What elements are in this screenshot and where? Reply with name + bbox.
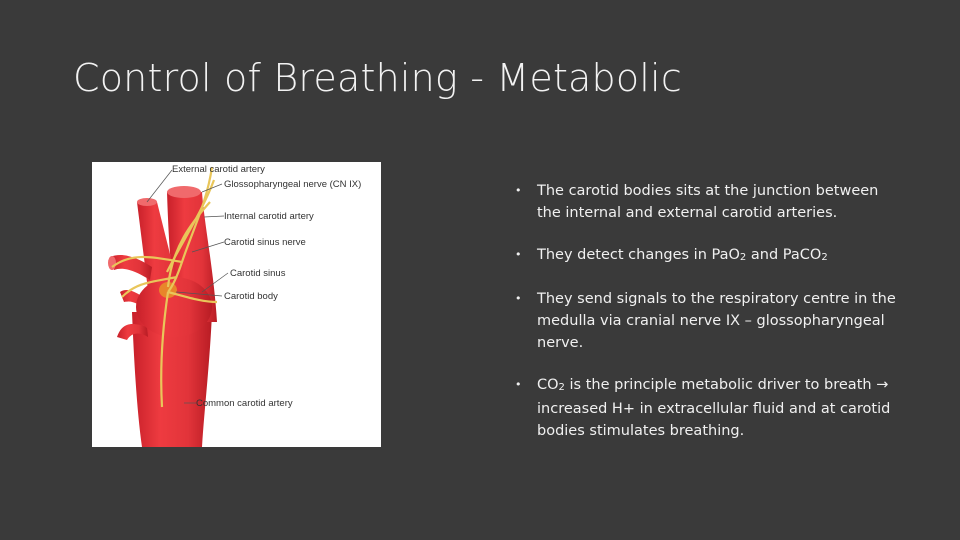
label-common-carotid: Common carotid artery [196, 398, 293, 409]
arrow-right-icon: → [876, 377, 889, 393]
label-sinus-nerve: Carotid sinus nerve [224, 237, 306, 248]
label-glossopharyngeal: Glossopharyngeal nerve (CN IX) [224, 179, 362, 190]
bullet-marker: • [515, 248, 522, 261]
bullet-text: They send signals to the respiratory centre in the medulla via cranial nerve IX – glossopharyngeal nerve. [537, 291, 896, 351]
bullet-marker: • [515, 292, 522, 305]
bullet-item [515, 374, 900, 442]
bullet-text: CO2 is the principle metabolic driver to breath → increased H+ in extracellular fluid and at carotid bodies stimulates breathing. [537, 377, 891, 439]
label-external-carotid: External carotid artery [172, 164, 265, 175]
bullet-list [515, 180, 900, 462]
bullet-marker: • [515, 184, 522, 197]
bullet-marker: • [515, 378, 522, 391]
bullet-text: The carotid bodies sits at the junction between the internal and external carotid arteries. [537, 183, 879, 221]
bullet-item [515, 244, 900, 268]
label-carotid-body: Carotid body [224, 291, 278, 302]
carotid-illustration [92, 162, 381, 447]
label-internal-carotid: Internal carotid artery [224, 211, 314, 222]
bullet-text: They detect changes in PaO2 and PaCO2 [537, 247, 828, 263]
label-carotid-sinus: Carotid sinus [230, 268, 286, 279]
carotid-diagram [92, 162, 381, 447]
bullet-item [515, 288, 900, 354]
bullet-item [515, 180, 900, 224]
slide-title: Control of Breathing - Metabolic [73, 56, 682, 100]
